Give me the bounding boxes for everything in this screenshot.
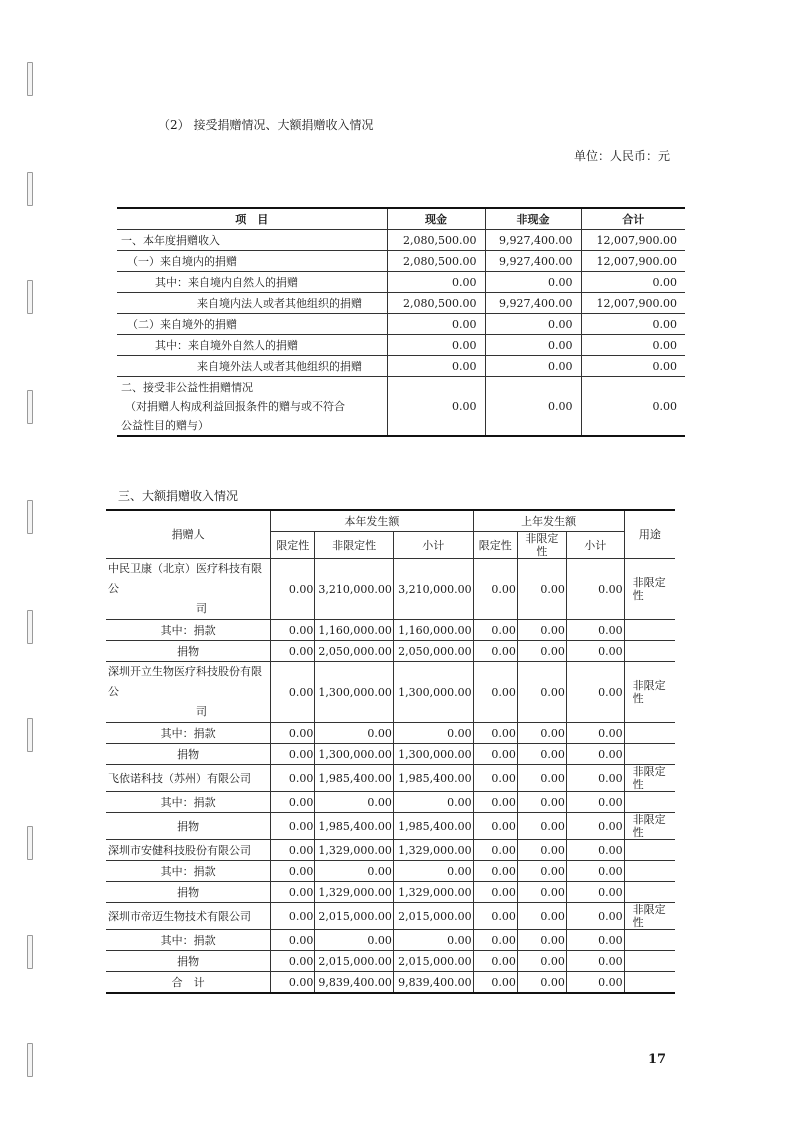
previous-unrestricted: 0.00 [517,972,566,994]
total-value: 0.00 [581,377,685,437]
previous-subtotal: 0.00 [566,813,624,840]
previous-unrestricted: 0.00 [517,744,566,765]
previous-subtotal: 0.00 [566,662,624,723]
current-unrestricted: 2,015,000.00 [315,903,393,930]
cash-value: 0.00 [387,356,485,377]
current-unrestricted: 1,329,000.00 [315,840,393,861]
binder-mark [27,935,33,969]
previous-subtotal: 0.00 [566,744,624,765]
donor-name-line-2: 司 [196,705,207,718]
current-restricted: 0.00 [271,972,315,994]
current-restricted: 0.00 [271,662,315,723]
cash-value: 0.00 [387,272,485,293]
row-label: （一）来自境内的捐赠 [117,251,387,272]
usage [624,861,675,882]
cash-value: 0.00 [387,335,485,356]
usage [624,620,675,641]
nonpublic-line-3: 公益性目的赠与） [121,418,209,432]
previous-restricted: 0.00 [473,744,517,765]
row-label: 来自境外法人或者其他组织的捐赠 [117,356,387,377]
current-subtotal: 1,160,000.00 [393,620,473,641]
previous-subtotal: 0.00 [566,930,624,951]
previous-restricted: 0.00 [473,723,517,744]
current-restricted: 0.00 [271,744,315,765]
previous-subtotal: 0.00 [566,882,624,903]
noncash-value: 0.00 [485,377,581,437]
donor-name: 其中：捐款 [106,930,271,951]
table-row [106,813,675,840]
current-restricted: 0.00 [271,840,315,861]
usage [624,792,675,813]
section-2-title: （2） 接受捐赠情况、大额捐赠收入情况 [158,118,374,132]
previous-subtotal: 0.00 [566,792,624,813]
previous-restricted: 0.00 [473,792,517,813]
previous-subtotal: 0.00 [566,951,624,972]
current-restricted: 0.00 [271,813,315,840]
current-unrestricted: 1,329,000.00 [315,882,393,903]
donor-name: 捐物 [106,813,271,840]
sub-unrestricted: 非限定性 [517,532,566,559]
cash-value: 2,080,500.00 [387,251,485,272]
row-label: 来自境内法人或者其他组织的捐赠 [117,293,387,314]
table-row [106,903,675,930]
donor-name: 捐物 [106,882,271,903]
binder-mark [27,1043,33,1077]
previous-unrestricted: 0.00 [517,861,566,882]
previous-restricted: 0.00 [473,861,517,882]
noncash-value: 0.00 [485,335,581,356]
binder-mark [27,718,33,752]
current-subtotal: 0.00 [393,930,473,951]
table-row [117,293,685,314]
current-restricted: 0.00 [271,930,315,951]
sub-unrestricted: 非限定性 [315,532,393,559]
donor-name: 其中：捐款 [106,620,271,641]
donor-name [106,662,271,723]
current-restricted: 0.00 [271,951,315,972]
binder-mark [27,172,33,206]
total-value: 0.00 [581,272,685,293]
donor-name: 捐物 [106,744,271,765]
total-value: 12,007,900.00 [581,293,685,314]
current-restricted: 0.00 [271,723,315,744]
donor-name: 捐物 [106,641,271,662]
large-donation-table [106,509,675,994]
previous-unrestricted: 0.00 [517,840,566,861]
donor-name [106,559,271,620]
table-row [117,251,685,272]
donor-name: 其中：捐款 [106,861,271,882]
current-subtotal: 0.00 [393,792,473,813]
current-subtotal: 1,985,400.00 [393,765,473,792]
current-subtotal: 3,210,000.00 [393,559,473,620]
previous-subtotal: 0.00 [566,723,624,744]
sub-restricted: 限定性 [271,532,315,559]
previous-unrestricted: 0.00 [517,765,566,792]
previous-restricted: 0.00 [473,813,517,840]
unit-label: 单位：人民币：元 [573,149,670,163]
row-label: （二）来自境外的捐赠 [117,314,387,335]
table-row [117,377,685,437]
current-unrestricted: 0.00 [315,723,393,744]
table-row [106,792,675,813]
usage [624,840,675,861]
previous-restricted: 0.00 [473,662,517,723]
previous-restricted: 0.00 [473,765,517,792]
previous-unrestricted: 0.00 [517,723,566,744]
total-value: 0.00 [581,314,685,335]
previous-subtotal: 0.00 [566,903,624,930]
previous-subtotal: 0.00 [566,972,624,994]
noncash-value: 0.00 [485,272,581,293]
previous-unrestricted: 0.00 [517,882,566,903]
usage: 非限定性 [624,765,675,792]
row-label: 其中：来自境外自然人的捐赠 [117,335,387,356]
current-restricted: 0.00 [271,559,315,620]
header-noncash: 非现金 [485,208,581,230]
total-value: 12,007,900.00 [581,230,685,251]
current-unrestricted: 1,300,000.00 [315,662,393,723]
donor-name-line-2: 司 [196,602,207,615]
binder-mark [27,390,33,424]
total-value: 0.00 [581,356,685,377]
previous-subtotal: 0.00 [566,765,624,792]
table-row [106,765,675,792]
page-number: 17 [648,1052,667,1067]
table-row [106,641,675,662]
current-restricted: 0.00 [271,765,315,792]
current-unrestricted: 2,015,000.00 [315,951,393,972]
donor-name: 飞依诺科技（苏州）有限公司 [106,765,271,792]
usage: 非限定性 [624,662,675,723]
current-subtotal: 1,985,400.00 [393,813,473,840]
header-current-year: 本年发生额 [271,510,473,532]
noncash-value: 9,927,400.00 [485,251,581,272]
table-row [106,930,675,951]
table-row [106,662,675,723]
previous-unrestricted: 0.00 [517,641,566,662]
usage: 非限定性 [624,813,675,840]
current-unrestricted: 9,839,400.00 [315,972,393,994]
table-row [106,840,675,861]
binder-mark [27,826,33,860]
table-row [106,951,675,972]
total-row [106,972,675,994]
current-restricted: 0.00 [271,903,315,930]
total-value: 0.00 [581,335,685,356]
previous-restricted: 0.00 [473,840,517,861]
total-value: 12,007,900.00 [581,251,685,272]
usage: 非限定性 [624,903,675,930]
table-row [117,272,685,293]
previous-restricted: 0.00 [473,882,517,903]
donor-name: 其中：捐款 [106,723,271,744]
table-row [106,744,675,765]
table-row [106,882,675,903]
current-subtotal: 2,015,000.00 [393,903,473,930]
donor-name: 深圳市安健科技股份有限公司 [106,840,271,861]
usage [624,882,675,903]
current-restricted: 0.00 [271,861,315,882]
total-label: 合 计 [106,972,271,994]
header-cash: 现金 [387,208,485,230]
current-unrestricted: 0.00 [315,861,393,882]
header-previous-year: 上年发生额 [473,510,624,532]
nonpublic-line-2: （对捐赠人构成利益回报条件的赠与或不符合 [125,399,345,413]
sub-subtotal: 小计 [566,532,624,559]
previous-unrestricted: 0.00 [517,559,566,620]
previous-restricted: 0.00 [473,641,517,662]
current-unrestricted: 2,050,000.00 [315,641,393,662]
usage [624,723,675,744]
row-label: 其中：来自境内自然人的捐赠 [117,272,387,293]
noncash-value: 9,927,400.00 [485,293,581,314]
noncash-value: 0.00 [485,356,581,377]
header-donor: 捐赠人 [106,510,271,559]
previous-unrestricted: 0.00 [517,951,566,972]
donation-income-table [117,207,685,437]
header-item: 项 目 [117,208,387,230]
current-subtotal: 2,015,000.00 [393,951,473,972]
cash-value: 0.00 [387,377,485,437]
previous-subtotal: 0.00 [566,641,624,662]
previous-unrestricted: 0.00 [517,620,566,641]
current-subtotal: 1,300,000.00 [393,744,473,765]
donor-name: 捐物 [106,951,271,972]
nonpublic-line-1: 二、接受非公益性捐赠情况 [121,380,253,394]
previous-subtotal: 0.00 [566,620,624,641]
binder-mark [27,280,33,314]
usage: 非限定性 [624,559,675,620]
row-label: 一、本年度捐赠收入 [117,230,387,251]
table-row [117,314,685,335]
current-subtotal: 9,839,400.00 [393,972,473,994]
binder-mark [27,62,33,96]
donor-name: 深圳市帝迈生物技术有限公司 [106,903,271,930]
previous-restricted: 0.00 [473,903,517,930]
previous-restricted: 0.00 [473,930,517,951]
cash-value: 2,080,500.00 [387,293,485,314]
current-subtotal: 0.00 [393,861,473,882]
usage [624,951,675,972]
current-unrestricted: 1,300,000.00 [315,744,393,765]
table-header-row [117,208,685,230]
usage [624,930,675,951]
table-header-row [106,510,675,532]
current-unrestricted: 0.00 [315,792,393,813]
previous-unrestricted: 0.00 [517,903,566,930]
previous-subtotal: 0.00 [566,861,624,882]
current-restricted: 0.00 [271,792,315,813]
current-restricted: 0.00 [271,620,315,641]
table-row [106,559,675,620]
usage [624,744,675,765]
current-subtotal: 0.00 [393,723,473,744]
table-row [117,356,685,377]
sub-subtotal: 小计 [393,532,473,559]
header-usage: 用途 [624,510,675,559]
donor-name-line-1: 中民卫康（北京）医疗科技有限公 [108,562,262,595]
current-subtotal: 1,329,000.00 [393,882,473,903]
previous-unrestricted: 0.00 [517,813,566,840]
cash-value: 2,080,500.00 [387,230,485,251]
header-total: 合计 [581,208,685,230]
current-subtotal: 1,300,000.00 [393,662,473,723]
table-row [106,723,675,744]
row-label [117,377,387,437]
current-restricted: 0.00 [271,882,315,903]
previous-restricted: 0.00 [473,972,517,994]
current-subtotal: 1,329,000.00 [393,840,473,861]
previous-unrestricted: 0.00 [517,930,566,951]
cash-value: 0.00 [387,314,485,335]
previous-subtotal: 0.00 [566,559,624,620]
current-subtotal: 2,050,000.00 [393,641,473,662]
previous-restricted: 0.00 [473,559,517,620]
usage [624,641,675,662]
binder-mark [27,500,33,534]
donor-name: 其中：捐款 [106,792,271,813]
table-row [117,335,685,356]
previous-unrestricted: 0.00 [517,662,566,723]
noncash-value: 9,927,400.00 [485,230,581,251]
sub-restricted: 限定性 [473,532,517,559]
binder-mark [27,610,33,644]
section-3-title: 三、大额捐赠收入情况 [118,489,239,503]
current-unrestricted: 1,160,000.00 [315,620,393,641]
previous-subtotal: 0.00 [566,840,624,861]
previous-restricted: 0.00 [473,951,517,972]
current-restricted: 0.00 [271,641,315,662]
previous-restricted: 0.00 [473,620,517,641]
current-unrestricted: 1,985,400.00 [315,813,393,840]
table-row [117,230,685,251]
donor-name-line-1: 深圳开立生物医疗科技股份有限公 [108,665,262,698]
previous-unrestricted: 0.00 [517,792,566,813]
table-row [106,861,675,882]
usage [624,972,675,994]
table-row [106,620,675,641]
noncash-value: 0.00 [485,314,581,335]
current-unrestricted: 1,985,400.00 [315,765,393,792]
current-unrestricted: 0.00 [315,930,393,951]
current-unrestricted: 3,210,000.00 [315,559,393,620]
